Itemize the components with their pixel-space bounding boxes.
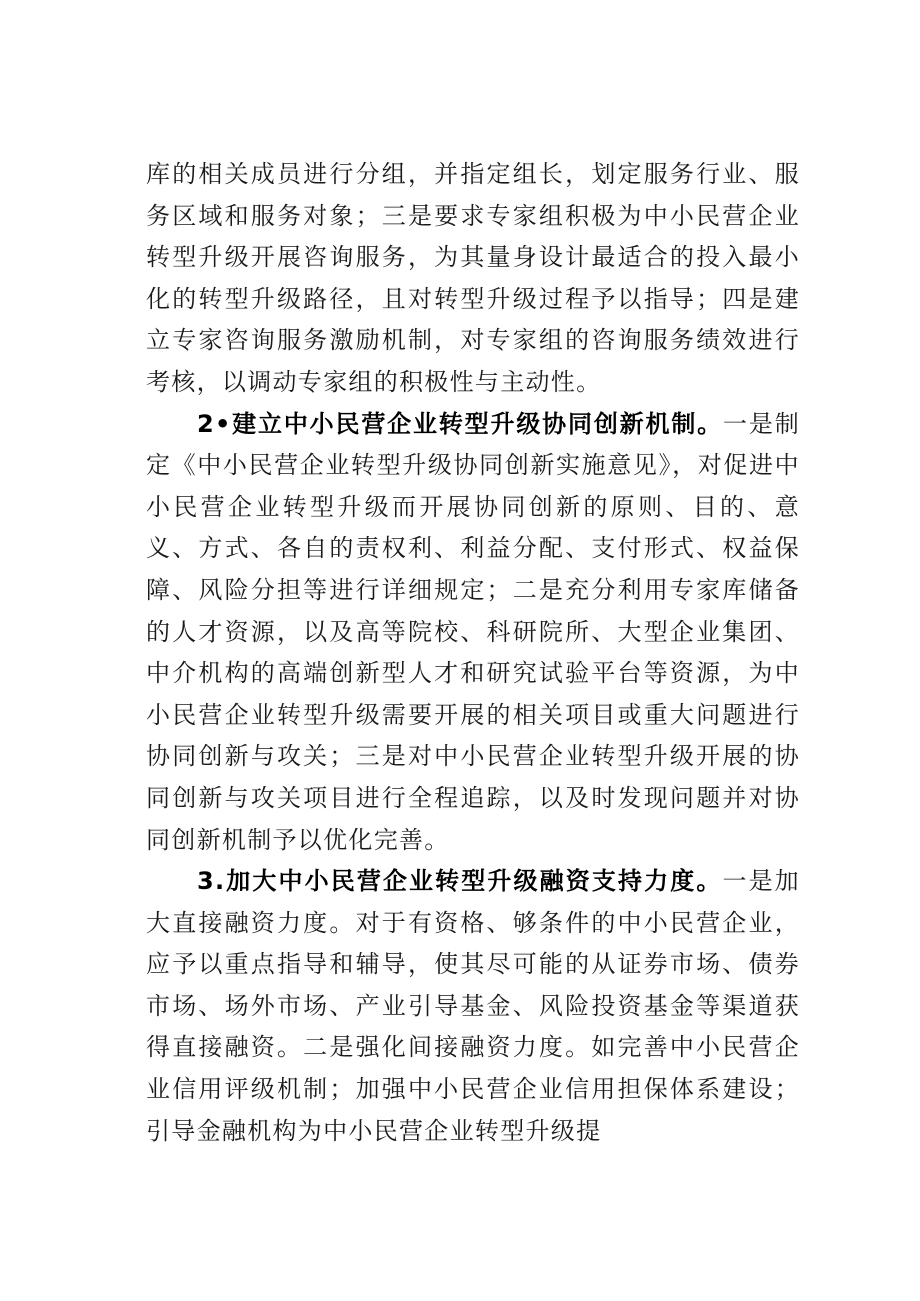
paragraph-collaborative-innovation [146,404,800,862]
paragraph-continuation [146,154,800,404]
paragraph-financing-support [146,861,800,1152]
document-body [146,154,800,1152]
paragraph-3-heading: 3.加大中小民营企业转型升级融资支持力度。 [197,867,723,896]
paragraph-2-heading: 2•建立中小民营企业转型升级协同创新机制。 [197,409,724,438]
paragraph-2-body: 一是制定《中小民营企业转型升级协同创新实施意见》，对促进中小民营企业转型升级而开展协同创新的原则、目的、意义、方式、各自的责权利、利益分配、支付形式、权益保障、风险分担等进行详细规定；二是充分利用专家库储备的人才资源，以及高等院校、科研院所、大型企业集团、中介机构的高端创新型人才和研究试验平台等资源，为中小民营企业转型升级需要开展的相关项目或重大问题进行协同创新与攻关；三是对中小民营企业转型升级开展的协同创新与攻关项目进行全程追踪，以及时发现问题并对协同创新机制予以优化完善。 [146,409,800,854]
paragraph-3-body: 一是加大直接融资力度。对于有资格、够条件的中小民营企业，应予以重点指导和辅导，使其尽可能的从证券市场、债券市场、场外市场、产业引导基金、风险投资基金等渠道获得直接融资。二是强化间接融资力度。如完善中小民营企业信用评级机制；加强中小民营企业信用担保体系建设；引导金融机构为中小民营企业转型升级提 [146,867,800,1145]
paragraph-1-body: 库的相关成员进行分组，并指定组长，划定服务行业、服务区域和服务对象；三是要求专家组积极为中小民营企业转型升级开展咨询服务，为其量身设计最适合的投入最小化的转型升级路径，且对转型升级过程予以指导；四是建立专家咨询服务激励机制，对专家组的咨询服务绩效进行考核，以调动专家组的积极性与主动性。 [146,160,800,396]
